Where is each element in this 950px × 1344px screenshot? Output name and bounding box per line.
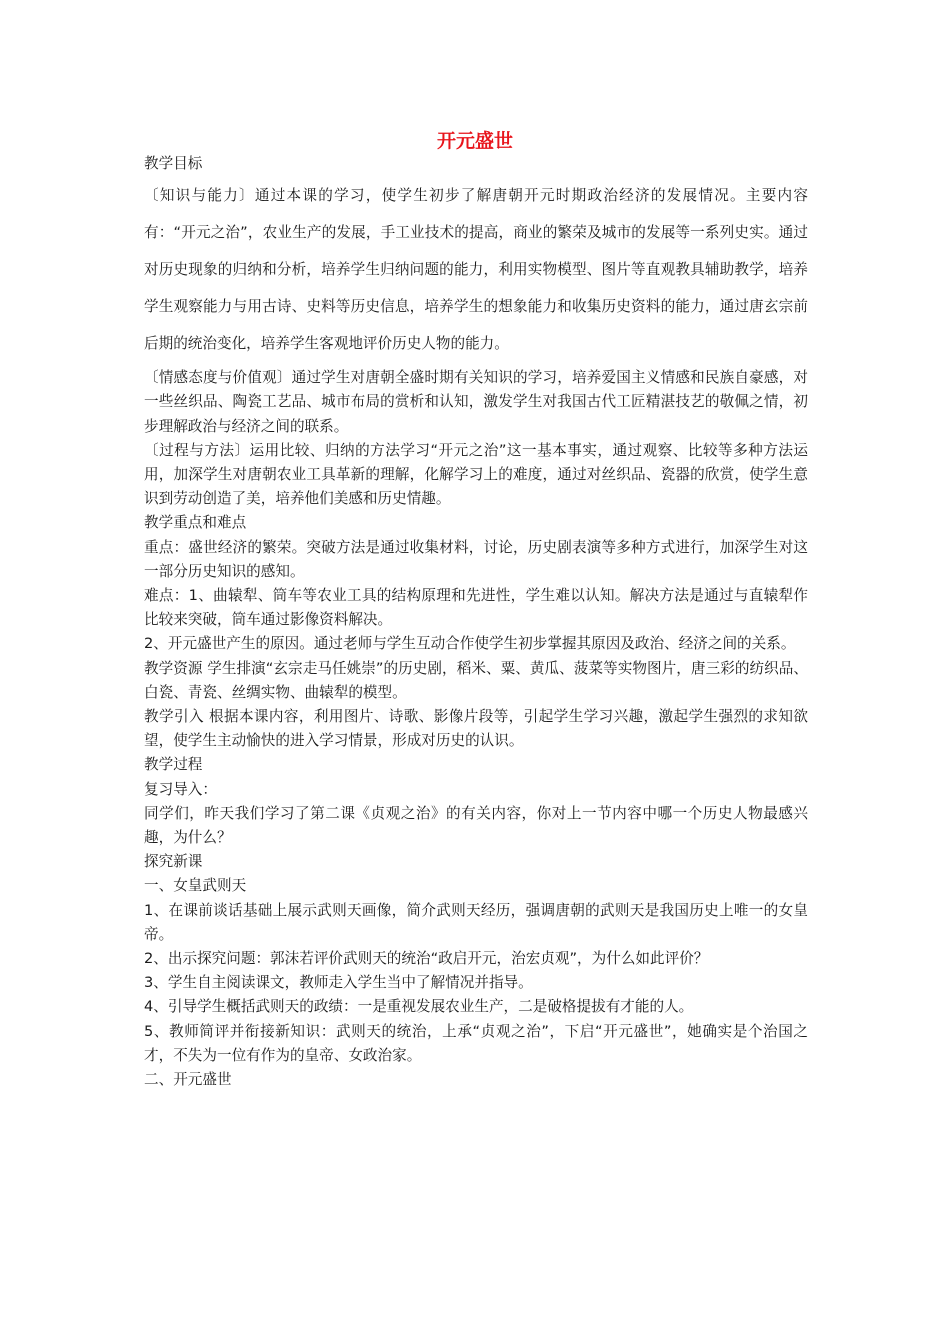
paragraph-review-question: 同学们，昨天我们学习了第二课《贞观之治》的有关内容，你对上一节内容中哪一个历史人物最感兴趣，为什么？ (144, 804, 808, 847)
list-item-2: 2、出示探究问题：郭沫若评价武则天的统治“政启开元，治宏贞观”，为什么如此评价？ (144, 950, 709, 968)
paragraph-process-method: 〔过程与方法〕运用比较、归纳的方法学习“开元之治”这一基本事实，通过观察、比较等多种方法运用，加深学生对唐朝农业工具革新的理解，化解学习上的难度，通过对丝织品、瓷器的欣赏，使学生意识到劳动创造了美，培养他们美感和历史情趣。 (144, 441, 808, 508)
heading-teaching-process: 教学过程 (144, 756, 203, 774)
paragraph-emotion-values: 〔情感态度与价值观〕通过学生对唐朝全盛时期有关知识的学习，培养爱国主义情感和民族自豪感，对一些丝织品、陶瓷工艺品、城市布局的赏析和认知，激发学生对我国古代工匠精湛技艺的敬佩之情，初步理解政治与经济之间的联系。 (144, 369, 808, 435)
paragraph-difficult-point-1: 难点：1、曲辕犁、筒车等农业工具的结构原理和先进性，学生难以认知。解决方法是通过与直辕犁作比较来突破，筒车通过影像资料解决。 (144, 587, 808, 629)
list-item-3: 3、学生自主阅读课文，教师走入学生当中了解情况并指导。 (144, 974, 533, 992)
heading-section-wu-zetian: 一、女皇武则天 (144, 877, 247, 895)
paragraph-knowledge-ability: 〔知识与能力〕通过本课的学习，使学生初步了解唐朝开元时期政治经济的发展情况。主要内容有：“开元之治”，农业生产的发展，手工业技术的提高，商业的繁荣及城市的发展等一系列史实。通过对历史现象的归纳和分析，培养学生归纳问题的能力，利用实物模型、图片等直观教具辅助教学，培养学生观察能力与用古诗、史料等历史信息，培养学生的想象能力和收集历史资料的能力，通过唐玄宗前后期的统治变化，培养学生客观地评价历史人物的能力。 (144, 187, 808, 353)
document-body (144, 152, 808, 1092)
paragraph-teaching-intro: 教学引入 根据本课内容，利用图片、诗歌、影像片段等，引起学生学习兴趣，激起学生强烈的求知欲望，使学生主动愉快的进入学习情景，形成对历史的认识。 (144, 708, 808, 750)
list-item-4: 4、引导学生概括武则天的政绩：一是重视发展农业生产，二是破格提拔有才能的人。 (144, 998, 694, 1016)
heading-key-difficult-points: 教学重点和难点 (144, 514, 247, 532)
list-item-1: 1、在课前谈话基础上展示武则天画像，简介武则天经历，强调唐朝的武则天是我国历史上唯一的女皇帝。 (144, 901, 808, 943)
heading-section-kaiyuan: 二、开元盛世 (144, 1071, 232, 1089)
document-title: 开元盛世 (436, 130, 513, 152)
paragraph-difficult-point-2: 2、开元盛世产生的原因。通过老师与学生互动合作使学生初步掌握其原因及政治、经济之间的关系。 (144, 635, 796, 653)
heading-review-intro: 复习导入： (144, 780, 217, 798)
paragraph-key-point: 重点：盛世经济的繁荣。突破方法是通过收集材料，讨论，历史剧表演等多种方式进行，加深学生对这一部分历史知识的感知。 (144, 538, 808, 580)
paragraph-teaching-resources: 教学资源 学生排演“玄宗走马任姚崇”的历史剧，稻米、粟、黄瓜、菠菜等实物图片，唐三彩的纺织品、白瓷、青瓷、丝绸实物、曲辕犁的模型。 (144, 659, 808, 701)
list-item-5: 5、教师简评并衔接新知识：武则天的统治，上承“贞观之治”，下启“开元盛世”，她确实是个治国之才，不失为一位有作为的皇帝、女政治家。 (144, 1022, 808, 1064)
heading-new-lesson: 探究新课 (144, 853, 203, 871)
heading-teaching-goals: 教学目标 (144, 155, 203, 172)
